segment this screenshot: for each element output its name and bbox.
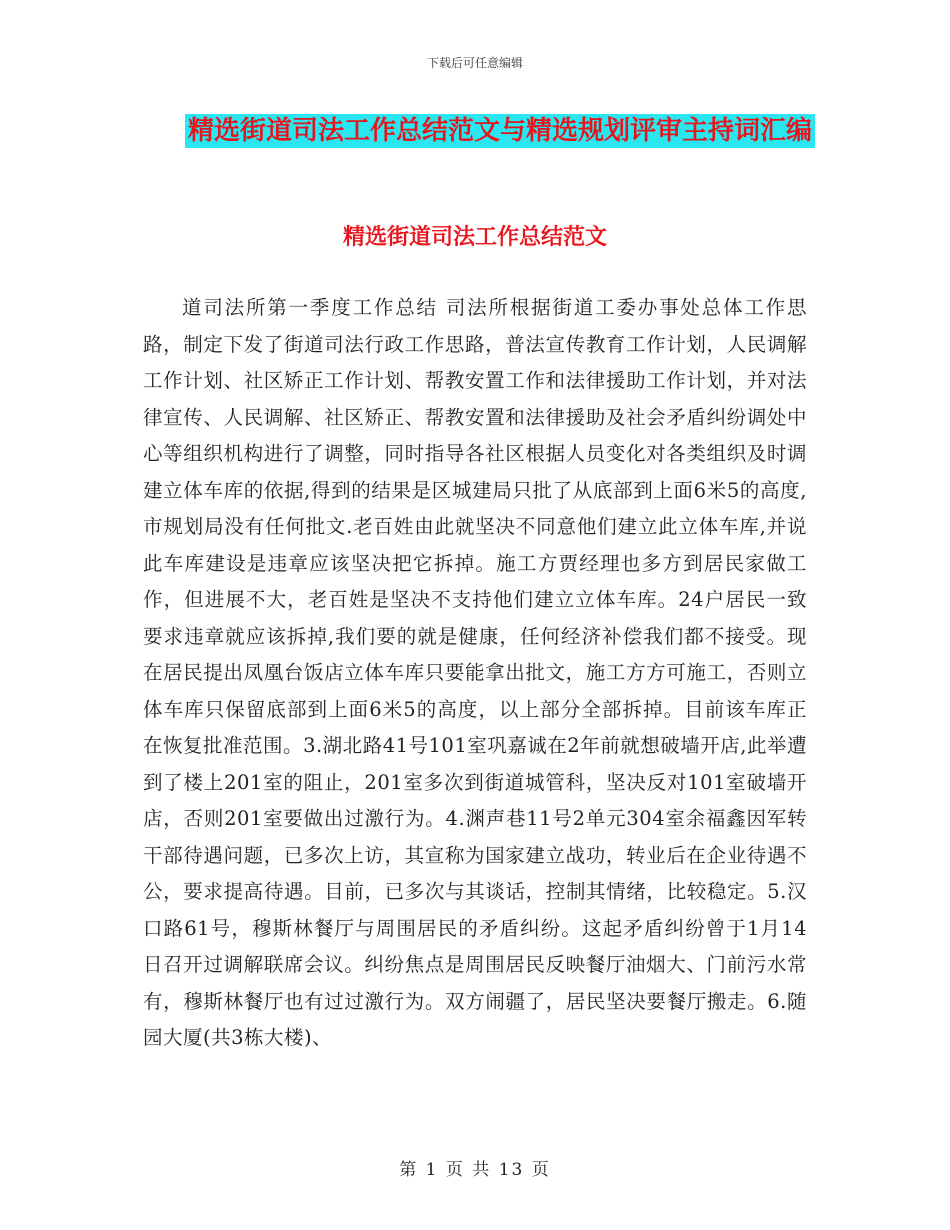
page-footer: 第 1 页 共 13 页 <box>399 1160 551 1180</box>
document-title <box>180 108 820 155</box>
header-note: 下载后可任意编辑 <box>426 56 523 70</box>
section-title: 精选街道司法工作总结范文 <box>342 224 607 250</box>
document-title-text: 精选街道司法工作总结范文与精选规划评审主持词汇编 <box>185 114 815 148</box>
body-paragraph: 道司法所第一季度工作总结 司法所根据街道工委办事处总体工作思路，制定下发了街道司法行政工作思路，普法宣传教育工作计划，人民调解工作计划、社区矫正工作计划、帮教安置工作和法律援助工作计划，并对法律宣传、人民调解、社区矫正、帮教安置和法律援助及社会矛盾纠纷调处中心等组织机构进行了调整，同时指导各社区根据人员变化对各类组织及时调建立体车库的依据,得到的结果是区城建局只批了从底部到上面6米5的高度,市规划局没有任何批文.老百姓由此就坚决不同意他们建立此立体车库,并说此车库建设是违章应该坚决把它拆掉。施工方贾经理也多方到居民家做工作，但进展不大，老百姓是坚决不支持他们建立立体车库。24户居民一致要求违章就应该拆掉,我们要的就是健康，任何经济补偿我们都不接受。现在居民提出凤凰台饭店立体车库只要能拿出批文，施工方方可施工，否则立体车库只保留底部到上面6米5的高度，以上部分全部拆掉。目前该车库正在恢复批准范围。3.湖北路41号101室巩嘉诚在2年前就想破墙开店,此举遭到了楼上201室的阻止，201室多次到街道城管科，坚决反对101室破墙开店，否则201室要做出过激行为。4.渊声巷11号2单元304室余福鑫因军转干部待遇问题，已多次上访，其宣称为国家建立战功，转业后在企业待遇不公，要求提高待遇。目前，已多次与其谈话，控制其情绪，比较稳定。5.汉口路61号，穆斯林餐厅与周围居民的矛盾纠纷。这起矛盾纠纷曾于1月14日召开过调解联席会议。纠纷焦点是周围居民反映餐厅油烟大、门前污水常有，穆斯林餐厅也有过过激行为。双方闹疆了，居民坚决要餐厅搬走。6.随园大厦(共3栋大楼)、 <box>143 296 807 1049</box>
